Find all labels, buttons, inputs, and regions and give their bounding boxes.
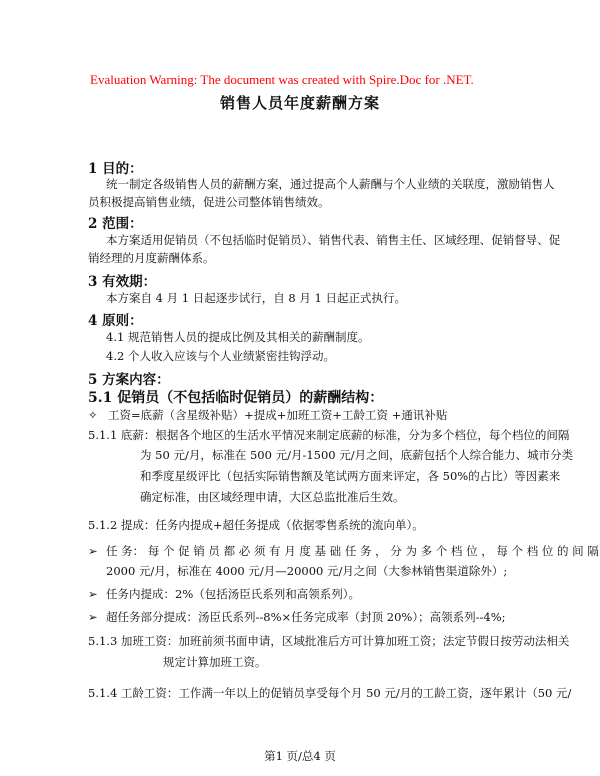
section-1-heading: 1 目的： xyxy=(88,161,143,177)
section-5-heading: 5 方案内容： xyxy=(88,372,170,388)
section-5-1-1-line2: 为 50 元/月，标准在 500 元/月-1500 元/月之间，底薪包括个人综合能力、城市分类 xyxy=(140,448,574,462)
section-5-1-2-line1: 5.1.2 提成：任务内提成+超任务提成（依据零售系统的流向单）。 xyxy=(88,518,424,532)
section-5-1-3-line2: 规定计算加班工资。 xyxy=(163,655,267,669)
section-3-heading: 3 有效期： xyxy=(88,274,157,290)
arrow-bullet-icon: ➢ xyxy=(88,544,98,558)
section-5-1-1-line1: 5.1.1 底薪：根据各个地区的生活水平情况来制定底薪的标准，分为多个档位，每个档位的间隔 xyxy=(88,428,570,442)
task-paragraph-line2: 2000 元/月，标准在 4000 元/月—20000 元/月之间（大参林销售渠道除外）; xyxy=(106,564,508,578)
inner-commission-item: 任务内提成：2%（包括汤臣氏系列和高领系列）。 xyxy=(106,587,360,601)
section-4-item-2: 4.2 个人收入应该与个人业绩紧密挂钩浮动。 xyxy=(106,349,335,363)
arrow-bullet-icon: ➢ xyxy=(88,587,98,601)
formula-bullet-icon: ✧ xyxy=(88,408,98,422)
page-footer: 第1 页/总4 页 xyxy=(264,749,336,763)
section-5-1-3-line1: 5.1.3 加班工资：加班前须书面申请，区域批准后方可计算加班工资；法定节假日按劳动法相关 xyxy=(88,634,570,648)
section-2-heading: 2 范围： xyxy=(88,216,143,232)
section-4-heading: 4 原则： xyxy=(88,313,143,329)
section-5-1-heading: 5.1 促销员（不包括临时促销员）的薪酬结构： xyxy=(88,390,384,406)
section-5-1-4-line1: 5.1.4 工龄工资：工作满一年以上的促销员享受每个月 50 元/月的工龄工资，逐年累计（50 元/ xyxy=(88,686,572,700)
section-2-paragraph-line1: 本方案适用促销员（不包括临时促销员）、销售代表、销售主任、区域经理、促销督导、促 xyxy=(106,233,561,247)
arrow-bullet-icon: ➢ xyxy=(88,610,98,624)
salary-formula: 工资=底薪（含星级补贴）+提成+加班工资+工龄工资 +通讯补贴 xyxy=(108,408,448,422)
evaluation-warning: Evaluation Warning: The document was created with Spire.Doc for .NET. xyxy=(90,72,474,87)
section-2-paragraph-line2: 销经理的月度薪酬体系。 xyxy=(88,251,215,265)
section-1-paragraph-line2: 员积极提高销售业绩，促进公司整体销售绩效。 xyxy=(88,195,330,209)
task-paragraph-line1: 任 务： 每 个 促 销 员 都 必 须 有 月 度 基 础 任 务 ， 分 为 多 个 档 位 ， 每 个 档 位 的 间 隔 xyxy=(106,544,599,558)
section-4-item-1: 4.1 规范销售人员的提成比例及其相关的薪酬制度。 xyxy=(106,330,370,344)
over-commission-item: 超任务部分提成：汤臣氏系列--8%×任务完成率（封顶 20%）；高领系列--4%; xyxy=(106,610,506,624)
section-5-1-1-line3: 和季度星级评比（包括实际销售额及笔试两方面来评定，各 50%的占比）等因素来 xyxy=(140,469,561,483)
section-5-1-1-line4: 确定标准，由区域经理申请，大区总监批准后生效。 xyxy=(140,490,405,504)
section-3-paragraph: 本方案自 4 月 1 日起逐步试行，自 8 月 1 日起正式执行。 xyxy=(106,291,407,305)
document-title: 销售人员年度薪酬方案 xyxy=(219,94,380,112)
section-1-paragraph-line1: 统一制定各级销售人员的薪酬方案，通过提高个人薪酬与个人业绩的关联度，激励销售人 xyxy=(106,177,555,191)
